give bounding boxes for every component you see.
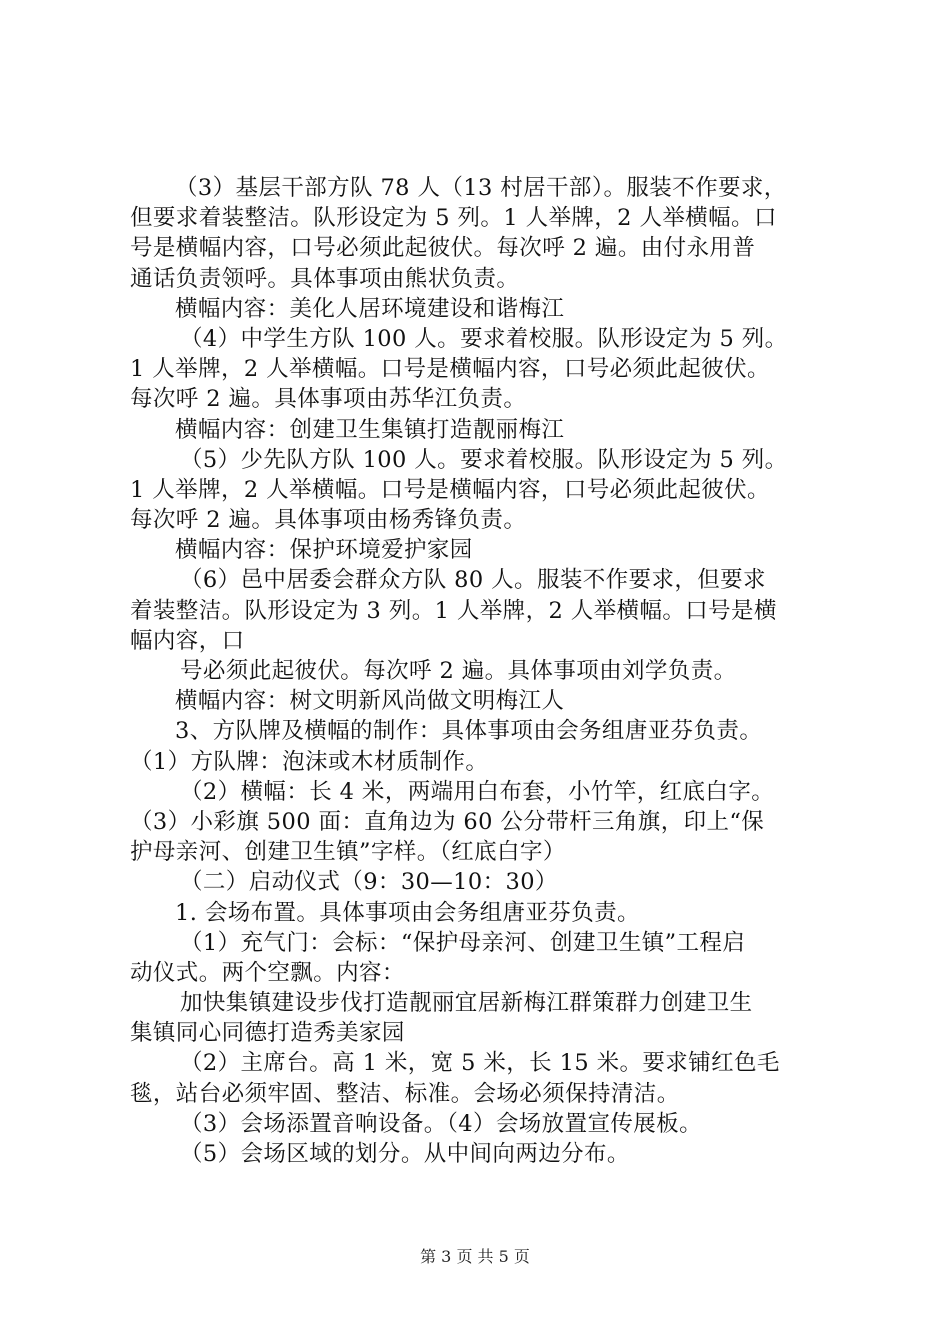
text-line: （1）充气门：会标：“保护母亲河、创建卫生镇”工程启 bbox=[180, 929, 746, 956]
text-line: 每次呼 2 遍。具体事项由苏华江负责。 bbox=[130, 386, 527, 413]
text-line: 号是横幅内容，口号必须此起彼伏。每次呼 2 遍。由付永用普 bbox=[130, 235, 756, 262]
text-line: 毯，站台必须牢固、整洁、标准。会场必须保持清洁。 bbox=[130, 1080, 680, 1107]
text-line: 通话负责领呼。具体事项由熊状负责。 bbox=[130, 265, 520, 292]
text-line: （5）少先队方队 100 人。要求着校服。队形设定为 5 列。 bbox=[180, 446, 788, 473]
text-line: （3）基层干部方队 78 人（13 村居干部）。服装不作要求， bbox=[175, 175, 787, 201]
text-line: 但要求着装整洁。队形设定为 5 列。1 人举牌，2 人举横幅。口 bbox=[130, 205, 777, 232]
banner-content-line: 横幅内容：创建卫生集镇打造靓丽梅江 bbox=[175, 416, 565, 443]
text-line: （2）横幅：长 4 米，两端用白布套，小竹竿，红底白字。 bbox=[180, 778, 775, 805]
text-line: 加快集镇建设步伐打造靓丽宜居新梅江群策群力创建卫生 bbox=[180, 990, 753, 1017]
text-line: 着装整洁。队形设定为 3 列。1 人举牌，2 人举横幅。口号是横 bbox=[130, 597, 777, 624]
text-line: （3）会场添置音响设备。（4）会场放置宣传展板。 bbox=[180, 1110, 702, 1137]
text-line: 每次呼 2 遍。具体事项由杨秀锋负责。 bbox=[130, 507, 527, 534]
text-line: （3）小彩旗 500 面：直角边为 60 公分带杆三角旗，印上“保 bbox=[130, 808, 765, 835]
page-number-label: 第 3 页 共 5 页 bbox=[420, 1247, 530, 1266]
text-line: （4）中学生方队 100 人。要求着校服。队形设定为 5 列。 bbox=[180, 325, 788, 352]
banner-content-line: 横幅内容：树文明新风尚做文明梅江人 bbox=[175, 688, 565, 715]
banner-content-line: 横幅内容：保护环境爱护家园 bbox=[175, 537, 473, 564]
text-line: （2）主席台。高 1 米，宽 5 米，长 15 米。要求铺红色毛 bbox=[180, 1050, 780, 1077]
text-line: 号必须此起彼伏。每次呼 2 遍。具体事项由刘学负责。 bbox=[180, 658, 737, 684]
text-line: 护母亲河、创建卫生镇”字样。（红底白字） bbox=[130, 839, 566, 866]
document-body bbox=[130, 173, 830, 1169]
text-line: 幅内容，口 bbox=[130, 627, 245, 654]
section-heading-line: 1. 会场布置。具体事项由会务组唐亚芬负责。 bbox=[175, 899, 640, 926]
banner-content-line: 横幅内容：美化人居环境建设和谐梅江 bbox=[175, 295, 565, 322]
section-heading-line: 3、方队牌及横幅的制作：具体事项由会务组唐亚芬负责。 bbox=[175, 718, 763, 745]
text-line: 动仪式。两个空飘。内容： bbox=[130, 959, 405, 986]
text-line: （5）会场区域的划分。从中间向两边分布。 bbox=[180, 1141, 630, 1167]
text-line: 1 人举牌，2 人举横幅。口号是横幅内容，口号必须此起彼伏。 bbox=[130, 356, 770, 383]
text-line: （1）方队牌：泡沫或木材质制作。 bbox=[130, 748, 489, 775]
text-line: （6）邑中居委会群众方队 80 人。服装不作要求，但要求 bbox=[180, 567, 766, 594]
section-heading-line: （二）启动仪式（9：30—10：30） bbox=[180, 869, 558, 896]
text-line: 集镇同心同德打造秀美家园 bbox=[130, 1020, 405, 1047]
text-line: 1 人举牌，2 人举横幅。口号是横幅内容，口号必须此起彼伏。 bbox=[130, 476, 770, 503]
page-footer bbox=[0, 1247, 950, 1267]
